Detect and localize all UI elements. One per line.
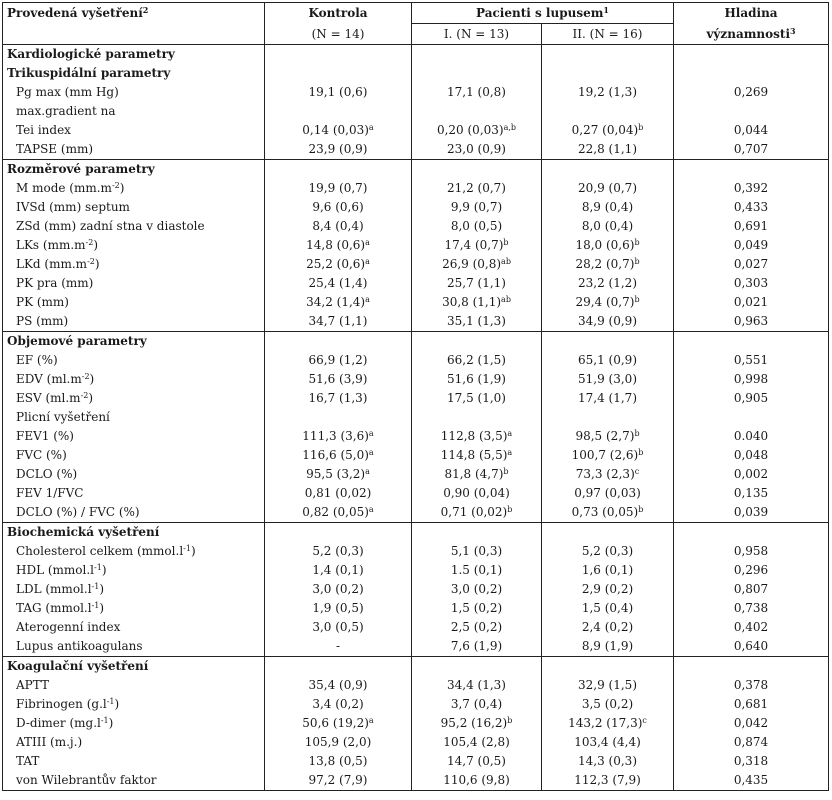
value-group-2: 17,4 (1,7) — [542, 389, 674, 408]
value-p: 0,027 — [674, 255, 829, 274]
section-title: Biochemická vyšetření — [3, 523, 265, 543]
value-group-2: 0,73 $(0,05)^b$ — [542, 503, 674, 523]
value-group-2: 100,7 $(2,6)^b$ — [542, 446, 674, 465]
value-group-1 — [412, 64, 542, 83]
value-p: 0,433 — [674, 198, 829, 217]
value-group-2: 1,5 (0,4) — [542, 599, 674, 618]
value-control: 34,7 (1,1) — [265, 312, 412, 332]
table-row — [3, 446, 829, 465]
section-row — [3, 523, 829, 543]
value-p: 0,738 — [674, 599, 829, 618]
header-row-1 — [3, 3, 829, 24]
value-p: 0,269 — [674, 83, 829, 102]
row-label: TAPSE (mm) — [3, 140, 265, 160]
row-label: DCLO (%) / FVC (%) — [3, 503, 265, 523]
table-row — [3, 465, 829, 484]
value-control: 23,9 (0,9) — [265, 140, 412, 160]
value-p: 0,963 — [674, 312, 829, 332]
value-p: 0,905 — [674, 389, 829, 408]
value-group-1: 0,71 $(0,02)^b$ — [412, 503, 542, 523]
value-group-1: 3,0 (0,2) — [412, 580, 542, 599]
value-control: 50,6 $(19,2)^a$ — [265, 714, 412, 733]
value-control — [265, 64, 412, 83]
table-row — [3, 676, 829, 695]
value-group-1: 51,6 (1,9) — [412, 370, 542, 389]
row-label: Aterogenní index — [3, 618, 265, 637]
value-group-2: 20,9 (0,7) — [542, 179, 674, 198]
value-control: 25,2 $(0,6)^a$ — [265, 255, 412, 274]
empty-cell — [412, 160, 542, 180]
row-label: von Wilebrantův faktor — [3, 771, 265, 791]
row-label: TAT — [3, 752, 265, 771]
row-label: M mode $(mm.m^{-2})$ — [3, 179, 265, 198]
empty-cell — [412, 332, 542, 352]
header-group-2: II. (N = 16) — [542, 24, 674, 45]
value-group-1: 95,2 $(16,2)^b$ — [412, 714, 542, 733]
table-row — [3, 83, 829, 102]
row-label: TAG $(mmol.l^{-1})$ — [3, 599, 265, 618]
value-group-1: 2,5 (0,2) — [412, 618, 542, 637]
value-control: 0,14 $(0,03)^a$ — [265, 121, 412, 140]
value-group-2 — [542, 102, 674, 121]
results-table — [2, 2, 829, 791]
empty-cell — [674, 332, 829, 352]
value-group-1: 23,0 (0,9) — [412, 140, 542, 160]
empty-cell — [412, 523, 542, 543]
value-p: 0,707 — [674, 140, 829, 160]
value-control: 95,5 $(3,2)^a$ — [265, 465, 412, 484]
value-p — [674, 408, 829, 427]
empty-cell — [265, 332, 412, 352]
value-group-1 — [412, 102, 542, 121]
table-row — [3, 64, 829, 83]
value-group-2: 0,97 (0,03) — [542, 484, 674, 503]
value-p: 0,048 — [674, 446, 829, 465]
row-label: FEV1 (%) — [3, 427, 265, 446]
empty-cell — [542, 45, 674, 65]
section-row — [3, 45, 829, 65]
value-control: 3,4 (0,2) — [265, 695, 412, 714]
value-control: 9,6 (0,6) — [265, 198, 412, 217]
value-group-2: 8,9 (1,9) — [542, 637, 674, 657]
value-group-1: 35,1 (1,3) — [412, 312, 542, 332]
value-group-1: 81,8 $(4,7)^b$ — [412, 465, 542, 484]
table-row — [3, 427, 829, 446]
value-group-2: 112,3 (7,9) — [542, 771, 674, 791]
value-p: 0,002 — [674, 465, 829, 484]
value-group-2: 51,9 (3,0) — [542, 370, 674, 389]
value-p: 0,958 — [674, 542, 829, 561]
table-row — [3, 274, 829, 293]
value-group-2: 18,0 $(0,6)^b$ — [542, 236, 674, 255]
value-p: 0,402 — [674, 618, 829, 637]
value-control: 34,2 $(1,4)^a$ — [265, 293, 412, 312]
value-group-1: 21,2 (0,7) — [412, 179, 542, 198]
value-control: 51,6 (3,9) — [265, 370, 412, 389]
section-title: Kardiologické parametry — [3, 45, 265, 65]
table-row — [3, 236, 829, 255]
value-group-2: 5,2 (0,3) — [542, 542, 674, 561]
header-blank — [3, 24, 265, 45]
value-group-2: 8,9 (0,4) — [542, 198, 674, 217]
value-group-2: 34,9 (0,9) — [542, 312, 674, 332]
value-control: 0,82 $(0,05)^a$ — [265, 503, 412, 523]
value-control: 19,1 (0,6) — [265, 83, 412, 102]
value-control — [265, 102, 412, 121]
table-row — [3, 599, 829, 618]
value-p: 0,044 — [674, 121, 829, 140]
value-control: 13,8 (0,5) — [265, 752, 412, 771]
row-label: ESV $(ml.m^{-2})$ — [3, 389, 265, 408]
table-row — [3, 542, 829, 561]
section-row — [3, 160, 829, 180]
row-label: IVSd (mm) septum — [3, 198, 265, 217]
table-row — [3, 752, 829, 771]
value-group-2: 65,1 (0,9) — [542, 351, 674, 370]
empty-cell — [412, 45, 542, 65]
value-p: 0,318 — [674, 752, 829, 771]
value-group-1: 1.5 (0,1) — [412, 561, 542, 580]
value-group-2: 3,5 (0,2) — [542, 695, 674, 714]
value-group-2: 14,3 (0,3) — [542, 752, 674, 771]
table-row — [3, 580, 829, 599]
row-label: LKd $(mm.m^{-2})$ — [3, 255, 265, 274]
value-control: 116,6 $(5,0)^a$ — [265, 446, 412, 465]
value-p — [674, 64, 829, 83]
table-row — [3, 370, 829, 389]
header-group-1: I. (N = 13) — [412, 24, 542, 45]
row-label: FVC (%) — [3, 446, 265, 465]
row-label: APTT — [3, 676, 265, 695]
value-control: 14,8 $(0,6)^a$ — [265, 236, 412, 255]
table-row — [3, 484, 829, 503]
value-group-2 — [542, 64, 674, 83]
value-group-2: 98,5 $(2,7)^b$ — [542, 427, 674, 446]
value-group-2: 28,2 $(0,7)^b$ — [542, 255, 674, 274]
value-group-2: 22,8 (1,1) — [542, 140, 674, 160]
empty-cell — [265, 657, 412, 677]
value-group-1: 1,5 (0,2) — [412, 599, 542, 618]
header-examinations: Provedená vyšetření$^2$ — [3, 3, 265, 24]
value-group-2: 73,3 $(2,3)^c$ — [542, 465, 674, 484]
value-group-1: 34,4 (1,3) — [412, 676, 542, 695]
value-control: 1,9 (0,5) — [265, 599, 412, 618]
table-row — [3, 503, 829, 523]
header-row-2 — [3, 24, 829, 45]
empty-cell — [542, 523, 674, 543]
value-group-1: 112,8 $(3,5)^a$ — [412, 427, 542, 446]
row-label: HDL $(mmol.l^{-1})$ — [3, 561, 265, 580]
row-label: PK pra (mm) — [3, 274, 265, 293]
row-label: ZSd (mm) zadní stna v diastole — [3, 217, 265, 236]
value-p: 0,874 — [674, 733, 829, 752]
value-group-2: 19,2 (1,3) — [542, 83, 674, 102]
value-group-2: 29,4 $(0,7)^b$ — [542, 293, 674, 312]
table-row — [3, 312, 829, 332]
table-row — [3, 771, 829, 791]
value-group-1: 7,6 (1,9) — [412, 637, 542, 657]
value-group-1: 105,4 (2,8) — [412, 733, 542, 752]
empty-cell — [542, 657, 674, 677]
empty-cell — [265, 160, 412, 180]
section-title: Objemové parametry — [3, 332, 265, 352]
table-body — [3, 45, 829, 791]
table-row — [3, 140, 829, 160]
value-control: 66,9 (1,2) — [265, 351, 412, 370]
value-control: 5,2 (0,3) — [265, 542, 412, 561]
row-label: ATIII (m.j.) — [3, 733, 265, 752]
table-row — [3, 637, 829, 657]
value-control: 111,3 $(3,6)^a$ — [265, 427, 412, 446]
value-p: 0,640 — [674, 637, 829, 657]
header-control-n: (N = 14) — [265, 24, 412, 45]
table-row — [3, 198, 829, 217]
section-title: Koagulační vyšetření — [3, 657, 265, 677]
row-label: max.gradient na — [3, 102, 265, 121]
section-row — [3, 657, 829, 677]
value-group-1: 17,1 (0,8) — [412, 83, 542, 102]
table-row — [3, 389, 829, 408]
value-p: 0,135 — [674, 484, 829, 503]
value-group-1: 17,5 (1,0) — [412, 389, 542, 408]
table-row — [3, 121, 829, 140]
value-control: 16,7 (1,3) — [265, 389, 412, 408]
table-row — [3, 733, 829, 752]
value-control: 97,2 (7,9) — [265, 771, 412, 791]
value-p: 0,049 — [674, 236, 829, 255]
value-group-2: 2,4 (0,2) — [542, 618, 674, 637]
value-group-2: 1,6 (0,1) — [542, 561, 674, 580]
table-row — [3, 408, 829, 427]
value-group-1: 30,8 $(1,1)^{ab}$ — [412, 293, 542, 312]
value-control — [265, 408, 412, 427]
empty-cell — [542, 160, 674, 180]
table-row — [3, 293, 829, 312]
row-label: DCLO (%) — [3, 465, 265, 484]
header-patients: Pacienti s lupusem$^1$ — [412, 3, 674, 24]
value-p: 0,998 — [674, 370, 829, 389]
value-p: 0,691 — [674, 217, 829, 236]
table-row — [3, 714, 829, 733]
row-label: FEV 1/FVC — [3, 484, 265, 503]
value-p: 0,039 — [674, 503, 829, 523]
table-row — [3, 255, 829, 274]
value-group-1: 110,6 (9,8) — [412, 771, 542, 791]
value-group-2: 0,27 $(0,04)^b$ — [542, 121, 674, 140]
row-label: LDL $(mmol.l^{-1})$ — [3, 580, 265, 599]
section-row — [3, 332, 829, 352]
value-group-1: 66,2 (1,5) — [412, 351, 542, 370]
value-p: 0,042 — [674, 714, 829, 733]
value-p: 0,296 — [674, 561, 829, 580]
row-label: PK (mm) — [3, 293, 265, 312]
row-label: Lupus antikoagulans — [3, 637, 265, 657]
empty-cell — [412, 657, 542, 677]
value-p: 0,392 — [674, 179, 829, 198]
value-group-2: 8,0 (0,4) — [542, 217, 674, 236]
value-p: 0,303 — [674, 274, 829, 293]
row-label: D-dimer $(mg.l^{-1})$ — [3, 714, 265, 733]
row-label: Cholesterol celkem $(mmol.l^{-1})$ — [3, 542, 265, 561]
row-label: Plicní vyšetření — [3, 408, 265, 427]
value-group-2: 143,2 $(17,3)^c$ — [542, 714, 674, 733]
value-control: - — [265, 637, 412, 657]
value-group-2: 23,2 (1,2) — [542, 274, 674, 293]
table-row — [3, 217, 829, 236]
table-row — [3, 179, 829, 198]
value-group-1 — [412, 408, 542, 427]
header-control: Kontrola — [265, 3, 412, 24]
row-label: LKs $(mm.m^{-2})$ — [3, 236, 265, 255]
value-group-2: 103,4 (4,4) — [542, 733, 674, 752]
value-p: 0.040 — [674, 427, 829, 446]
value-control: 8,4 (0,4) — [265, 217, 412, 236]
value-control: 19,9 (0,7) — [265, 179, 412, 198]
value-group-1: 114,8 $(5,5)^a$ — [412, 446, 542, 465]
value-control: 25,4 (1,4) — [265, 274, 412, 293]
empty-cell — [265, 45, 412, 65]
row-label: Trikuspidální parametry — [3, 64, 265, 83]
value-group-1: 26,9 $(0,8)^{ab}$ — [412, 255, 542, 274]
value-p: 0,681 — [674, 695, 829, 714]
value-group-1: 14,7 (0,5) — [412, 752, 542, 771]
value-p: 0,435 — [674, 771, 829, 791]
value-group-2: 2,9 (0,2) — [542, 580, 674, 599]
empty-cell — [674, 657, 829, 677]
value-control: 3,0 (0,5) — [265, 618, 412, 637]
header-significance-sub: významnosti$^3$ — [674, 24, 829, 45]
value-group-1: 0,20 $(0,03)^{a,b}$ — [412, 121, 542, 140]
row-label: EF (%) — [3, 351, 265, 370]
row-label: Fibrinogen $(g.l^{-1})$ — [3, 695, 265, 714]
row-label: Tei index — [3, 121, 265, 140]
value-control: 3,0 (0,2) — [265, 580, 412, 599]
value-group-1: 3,7 (0,4) — [412, 695, 542, 714]
empty-cell — [265, 523, 412, 543]
table-row — [3, 561, 829, 580]
value-group-1: 17,4 $(0,7)^b$ — [412, 236, 542, 255]
value-group-2: 32,9 (1,5) — [542, 676, 674, 695]
table-row — [3, 695, 829, 714]
row-label: EDV $(ml.m^{-2})$ — [3, 370, 265, 389]
empty-cell — [674, 45, 829, 65]
value-p — [674, 102, 829, 121]
value-group-1: 8,0 (0,5) — [412, 217, 542, 236]
empty-cell — [542, 332, 674, 352]
value-p: 0,378 — [674, 676, 829, 695]
value-group-1: 5,1 (0,3) — [412, 542, 542, 561]
empty-cell — [674, 160, 829, 180]
value-control: 105,9 (2,0) — [265, 733, 412, 752]
value-p: 0,551 — [674, 351, 829, 370]
value-p: 0,807 — [674, 580, 829, 599]
table-row — [3, 618, 829, 637]
value-control: 35,4 (0,9) — [265, 676, 412, 695]
value-control: 0,81 (0,02) — [265, 484, 412, 503]
value-group-1: 9,9 (0,7) — [412, 198, 542, 217]
header-significance: Hladina — [674, 3, 829, 24]
section-title: Rozměrové parametry — [3, 160, 265, 180]
value-control: 1,4 (0,1) — [265, 561, 412, 580]
row-label: PS (mm) — [3, 312, 265, 332]
value-group-1: 0,90 (0,04) — [412, 484, 542, 503]
table-row — [3, 102, 829, 121]
value-group-1: 25,7 (1,1) — [412, 274, 542, 293]
table-row — [3, 351, 829, 370]
value-group-2 — [542, 408, 674, 427]
empty-cell — [674, 523, 829, 543]
value-p: 0,021 — [674, 293, 829, 312]
row-label: Pg max (mm Hg) — [3, 83, 265, 102]
